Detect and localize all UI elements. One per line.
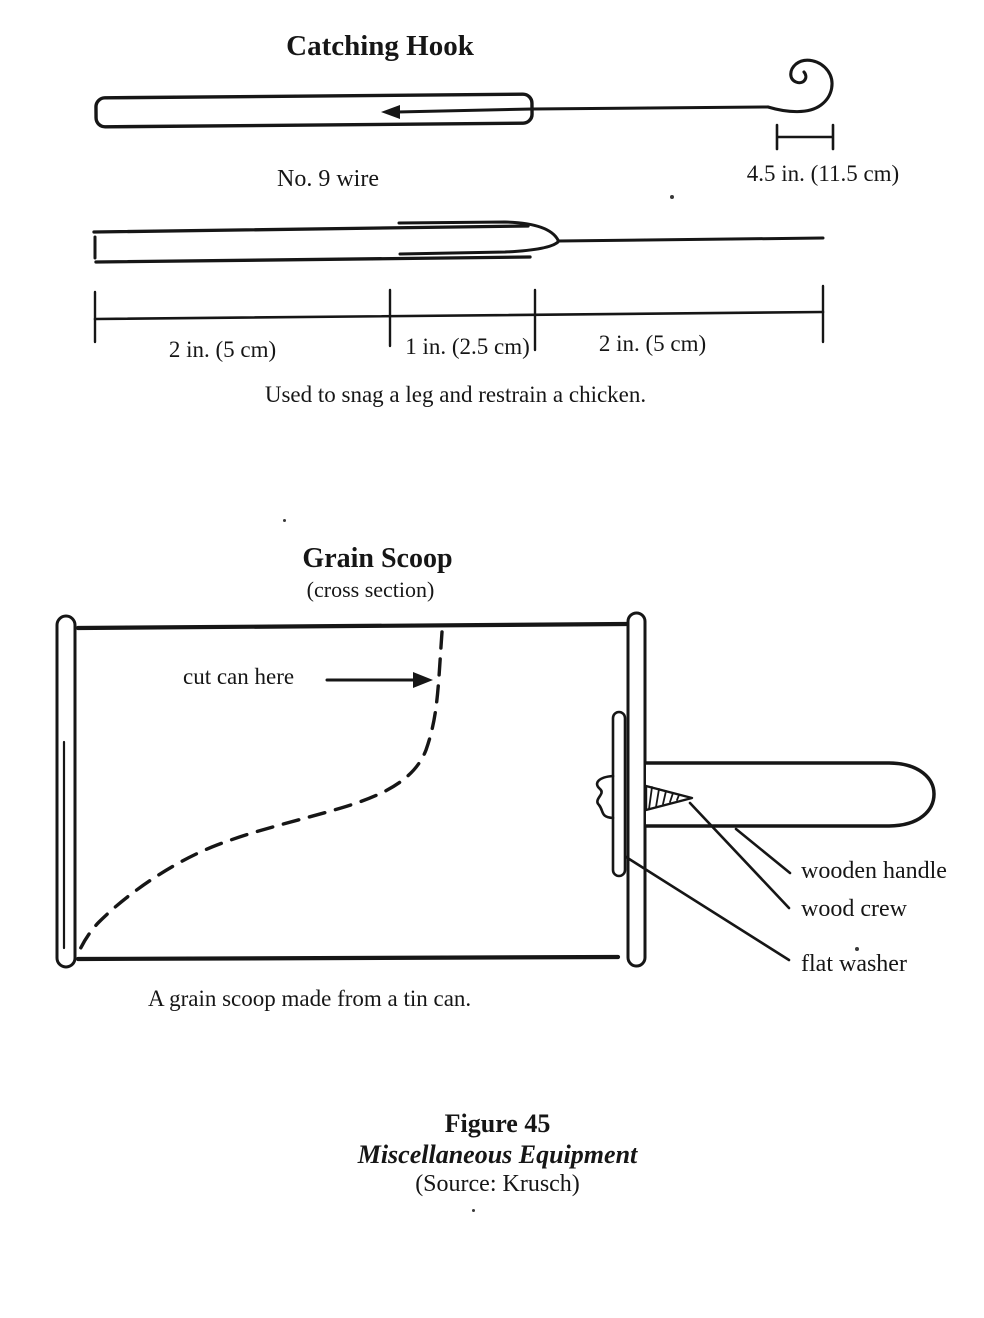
fold-handle-bottom-line bbox=[96, 257, 530, 262]
hook-length-dimension-bracket bbox=[777, 125, 833, 149]
fold-wire-tail-line bbox=[558, 238, 823, 241]
hook-curl-shape bbox=[768, 60, 832, 111]
flat-washer-shape bbox=[613, 712, 625, 876]
segment-label-left: 2 in. (5 cm) bbox=[168, 337, 277, 362]
can-top-line bbox=[78, 624, 626, 628]
wire-gauge-label: No. 9 wire bbox=[277, 166, 379, 192]
folded-wire-upper-line bbox=[399, 222, 558, 240]
can-left-rim bbox=[57, 616, 75, 967]
figure-number: Figure 45 bbox=[444, 1109, 551, 1138]
hook-length-label: 4.5 in. (11.5 cm) bbox=[746, 161, 900, 186]
scan-speck bbox=[283, 519, 286, 522]
grain-scoop-caption: A grain scoop made from a tin can. bbox=[148, 986, 472, 1011]
folded-wire-lower-line bbox=[400, 242, 558, 254]
segment-label-middle: 1 in. (2.5 cm) bbox=[405, 334, 530, 359]
screw-head-shape bbox=[597, 776, 613, 818]
cut-label-arrowhead bbox=[413, 672, 433, 688]
wooden-handle-label: wooden handle bbox=[801, 858, 947, 884]
scan-speck bbox=[670, 195, 674, 199]
cut-can-here-label: cut can here bbox=[183, 664, 295, 689]
segment-label-right: 2 in. (5 cm) bbox=[598, 331, 707, 356]
flat-washer-leader-line bbox=[626, 857, 789, 960]
wood-screw-label: wood crew bbox=[801, 896, 907, 922]
wooden-handle-shape bbox=[646, 763, 934, 826]
scan-speck bbox=[855, 947, 859, 951]
catching-hook-title: Catching Hook bbox=[286, 30, 474, 62]
figure-title: Miscellaneous Equipment bbox=[357, 1140, 638, 1169]
grain-scoop-title: Grain Scoop bbox=[302, 543, 453, 574]
dimension-line bbox=[95, 312, 823, 319]
can-bottom-line bbox=[78, 957, 618, 959]
flat-washer-label: flat washer bbox=[801, 951, 907, 977]
figure-source: (Source: Krusch) bbox=[415, 1171, 580, 1197]
catching-hook-side-view bbox=[96, 60, 833, 149]
can-right-rim bbox=[628, 613, 645, 966]
catching-hook-caption: Used to snag a leg and restrain a chicken. bbox=[264, 382, 647, 407]
grain-scoop-subtitle: (cross section) bbox=[306, 577, 435, 602]
wooden-handle-leader-line bbox=[736, 829, 790, 873]
fold-handle-top-line bbox=[94, 226, 528, 232]
scan-speck bbox=[472, 1209, 475, 1212]
